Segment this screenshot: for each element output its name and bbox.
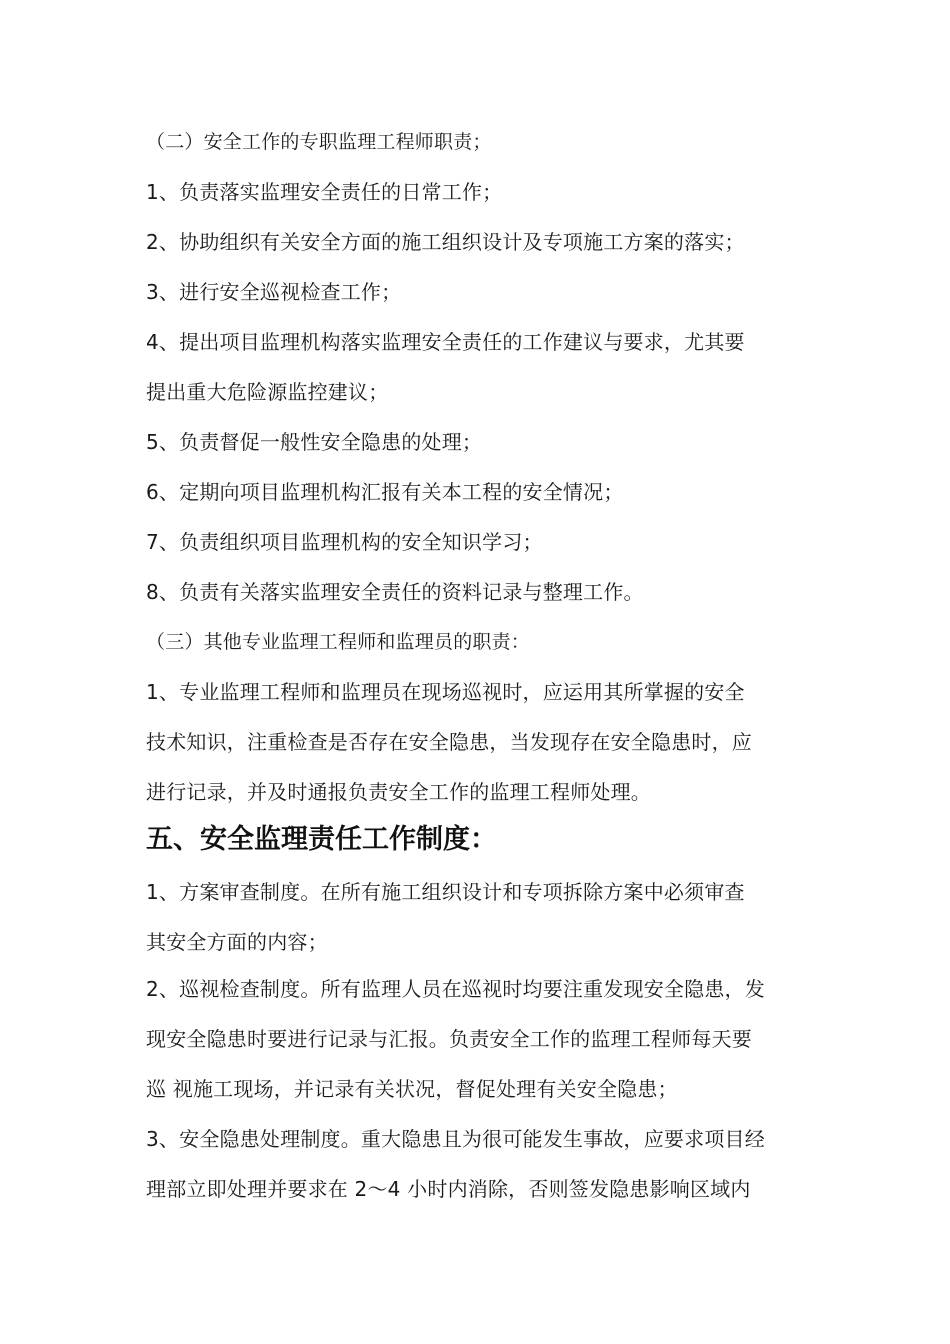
paragraph-line: 5、负责督促一般性安全隐患的处理； <box>146 430 483 454</box>
paragraph-line: 提出重大危险源监控建议； <box>146 380 389 404</box>
paragraph-line: 1、负责落实监理安全责任的日常工作； <box>146 180 503 204</box>
paragraph-line: 巡 视施工现场，并记录有关状况，督促处理有关安全隐患； <box>146 1077 678 1101</box>
paragraph-line: 6、定期向项目监理机构汇报有关本工程的安全情况； <box>146 480 624 504</box>
paragraph-line: 1、方案审查制度。在所有施工组织设计和专项拆除方案中必须审查 <box>146 880 745 904</box>
paragraph-line: 理部立即处理并要求在 2～4 小时内消除，否则签发隐患影响区域内 <box>146 1177 751 1201</box>
paragraph-line: 2、协助组织有关安全方面的施工组织设计及专项施工方案的落实； <box>146 230 745 254</box>
paragraph-line: 4、提出项目监理机构落实监理安全责任的工作建议与要求，尤其要 <box>146 330 745 354</box>
paragraph-line: 7、负责组织项目监理机构的安全知识学习； <box>146 530 543 554</box>
paragraph-line: 其安全方面的内容； <box>146 930 328 954</box>
paragraph-line: 3、安全隐患处理制度。重大隐患且为很可能发生事故，应要求项目经 <box>146 1127 765 1151</box>
paragraph-line: 现安全隐患时要进行记录与汇报。负责安全工作的监理工程师每天要 <box>146 1027 752 1051</box>
paragraph-line: 1、专业监理工程师和监理员在现场巡视时，应运用其所掌握的安全 <box>146 680 745 704</box>
paragraph-line: 进行记录，并及时通报负责安全工作的监理工程师处理。 <box>146 780 651 804</box>
paragraph-line: 技术知识，注重检查是否存在安全隐患，当发现存在安全隐患时，应 <box>146 730 752 754</box>
section-two-title: （二）安全工作的专职监理工程师职责； <box>146 131 492 153</box>
paragraph-line: 2、巡视检查制度。所有监理人员在巡视时均要注重发现安全隐患，发 <box>146 977 765 1001</box>
section-five-heading: 五、安全监理责任工作制度： <box>146 824 497 855</box>
paragraph-line: 3、进行安全巡视检查工作； <box>146 280 402 304</box>
paragraph-line: 8、负责有关落实监理安全责任的资料记录与整理工作。 <box>146 580 644 604</box>
section-three-title: （三）其他专业监理工程师和监理员的职责： <box>146 631 531 653</box>
